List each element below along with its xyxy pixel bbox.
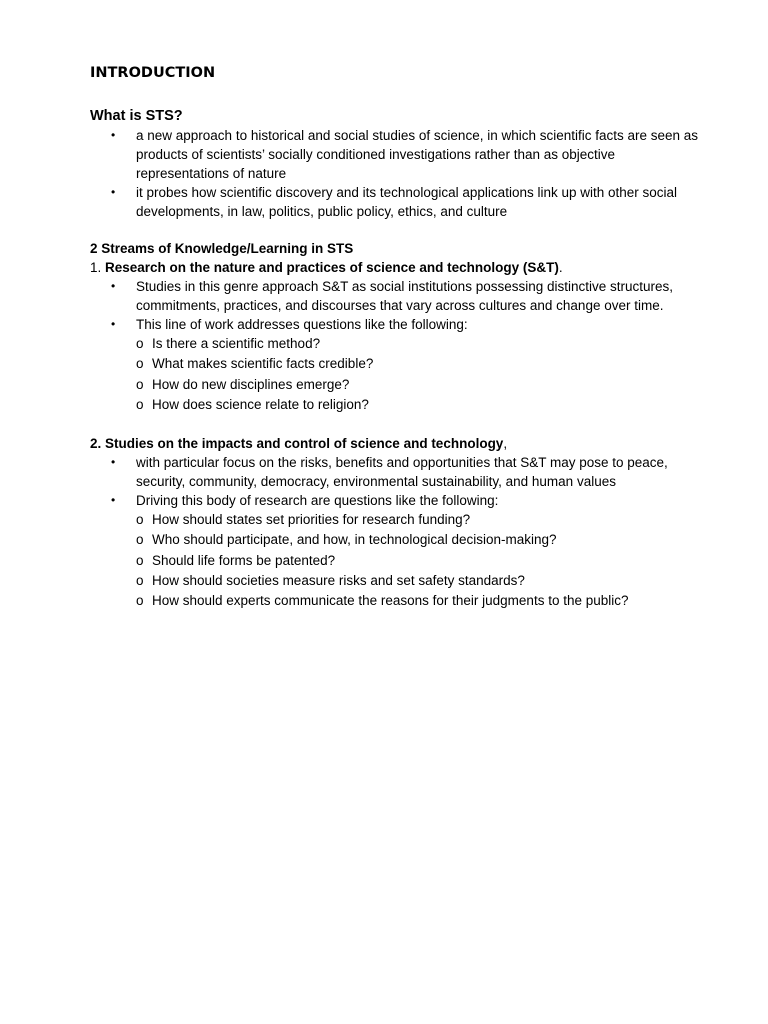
stream-1-questions	[90, 334, 700, 415]
sub-bullet-marker: o	[136, 376, 144, 392]
sub-bullet-marker: o	[136, 356, 144, 372]
sub-bullet-marker: o	[136, 396, 144, 412]
question-item	[90, 571, 700, 591]
list-item-text: Driving this body of research are questions like the following:	[136, 493, 499, 509]
list-item	[90, 183, 700, 221]
list-item	[90, 453, 700, 491]
question-text: How should states set priorities for research funding?	[152, 512, 471, 528]
question-text: Is there a scientific method?	[152, 336, 321, 351]
stream-2-suffix: ,	[503, 436, 508, 452]
bullet-marker: •	[111, 185, 116, 199]
sub-bullet-marker: o	[136, 552, 144, 568]
question-item	[90, 510, 700, 530]
list-item	[90, 491, 700, 510]
sub-bullet-marker: o	[136, 573, 144, 589]
bullet-marker: •	[111, 128, 116, 142]
section-heading-what-is-sts: What is STS?	[90, 108, 183, 124]
stream-2-title: 2. Studies on the impacts and control of science and technology	[90, 436, 504, 452]
question-item	[90, 551, 700, 571]
list-item	[90, 277, 700, 315]
stream-1-heading	[90, 258, 700, 277]
stream-2-list	[90, 453, 700, 510]
question-text: How should societies measure risks and set safety standards?	[152, 573, 525, 589]
question-text: How does science relate to religion?	[152, 396, 369, 412]
question-text: Who should participate, and how, in technological decision-making?	[152, 532, 557, 548]
stream-1-title: Research on the nature and practices of science and technology (S&T)	[105, 260, 559, 275]
question-text: How do new disciplines emerge?	[152, 376, 350, 392]
stream-2-questions	[90, 510, 700, 611]
stream-1-suffix: .	[558, 260, 563, 275]
document-page	[90, 62, 700, 612]
sub-bullet-marker: o	[136, 532, 144, 548]
section-heading-streams: 2 Streams of Knowledge/Learning in STS	[90, 241, 354, 256]
bullet-marker: •	[111, 317, 116, 331]
question-text: How should experts communicate the reasons for their judgments to the public?	[152, 593, 629, 609]
question-item	[90, 591, 700, 611]
question-text: Should life forms be patented?	[152, 552, 336, 568]
sub-bullet-marker: o	[136, 512, 144, 528]
question-item	[90, 334, 700, 354]
stream-1-list	[90, 277, 700, 334]
list-item-text: Studies in this genre approach S&T as social institutions possessing distinctive structures, commitments, practices, and discourses that vary across cultures and change over time.	[136, 279, 674, 313]
bullet-marker: •	[111, 455, 116, 470]
list-item	[90, 315, 700, 334]
list-item-text: a new approach to historical and social studies of science, in which scientific facts are seen as products of scientists’ socially conditioned investigations rather than as objective representations of nature	[136, 128, 699, 181]
question-item	[90, 375, 700, 395]
page-title: INTRODUCTION	[90, 65, 216, 81]
sub-bullet-marker: o	[136, 336, 144, 351]
list-item-text: it probes how scientific discovery and its technological applications link up with other social developments, in law, politics, public policy, ethics, and culture	[136, 185, 678, 219]
question-item	[90, 530, 700, 550]
bullet-marker: •	[111, 493, 116, 508]
list-item-text: with particular focus on the risks, benefits and opportunities that S&T may pose to peace, security, community, democracy, environmental sustainability, and human values	[136, 455, 668, 490]
list-item	[90, 126, 700, 183]
stream-2-heading	[90, 434, 700, 453]
list-item-text: This line of work addresses questions like the following:	[136, 317, 468, 332]
what-is-sts-list	[90, 126, 700, 221]
sub-bullet-marker: o	[136, 593, 144, 609]
question-text: What makes scientific facts credible?	[152, 356, 374, 372]
stream-1-number: 1.	[90, 260, 106, 275]
question-item	[90, 354, 700, 374]
bullet-marker: •	[111, 279, 116, 293]
question-item	[90, 395, 700, 415]
